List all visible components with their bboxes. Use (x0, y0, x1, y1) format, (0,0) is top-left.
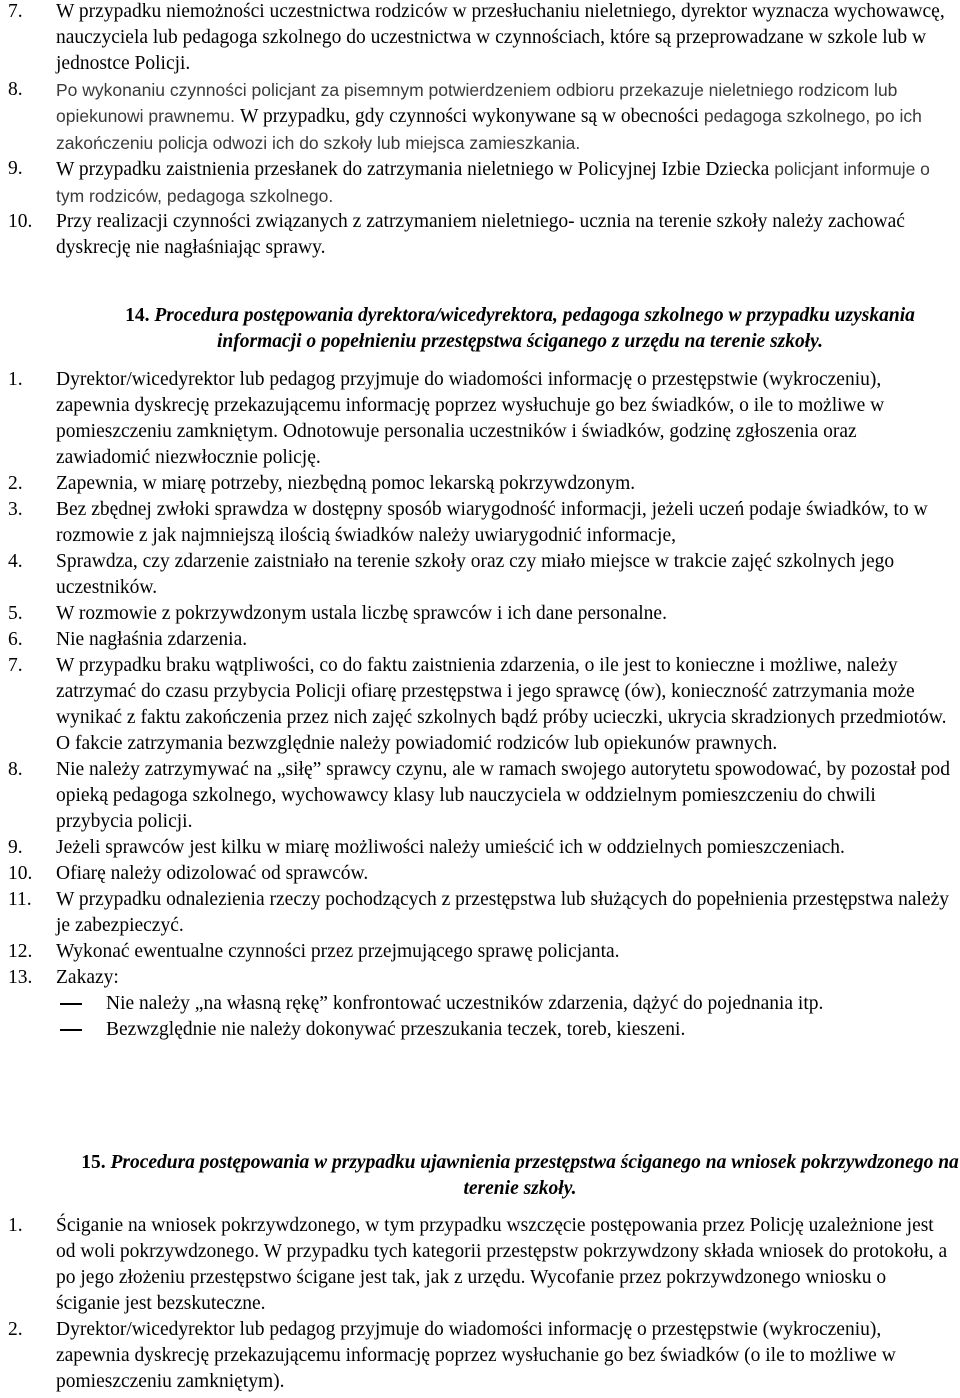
item-text: Dyrektor/wicedyrektor lub pedagog przyjmuje do wiadomości informację o przestępstwie (wykroczeniu), zapewnia dyskrecję przekazującemu informację poprzez wysłuchanie go bez świadków (o ile to możliwe w pomieszczeniu zamkniętym). (56, 1319, 896, 1392)
list-item (8, 887, 952, 939)
list-item (8, 757, 952, 835)
item-text: Sprawdza, czy zdarzenie zaistniało na terenie szkoły oraz czy miało miejsce w trakcie zajęć szkolnych jego uczestników. (56, 551, 895, 598)
list-item (8, 861, 952, 887)
item-text-part: Po wykonaniu czynności policjant za pisemnym potwierdzeniem odbioru przekazuje nieletniego rodzicom lub opiekunowi prawnemu. (56, 80, 898, 126)
list-item (8, 627, 952, 653)
section-continuation (8, 0, 952, 261)
item-number: 1. (8, 1215, 23, 1236)
item-number: 9. (8, 158, 23, 179)
item-number: 10. (8, 863, 33, 884)
item-text: W przypadku braku wątpliwości, co do faktu zaistnienia zdarzenia, o ile jest to konieczne i możliwe, należy zatrzymać do czasu przybycia Policji ofiarę przestępstwa i jego sprawcę (ów), konieczność zatrzymania może wynikać z faktu zakończenia przez nich zajęć szkolnych bądź próby ucieczki, ukrycia skradzionych przedmiotów. O fakcie zatrzymania bezwzględnie należy powiadomić rodziców lub opiekunów prawnych. (56, 655, 947, 754)
section-heading-15 (60, 1150, 960, 1202)
item-number: 10. (8, 211, 33, 232)
item-number: 4. (8, 551, 23, 572)
item-text: Ściganie na wniosek pokrzywdzonego, w tym przypadku wszczęcie postępowania przez Policję uzależnione jest od woli pokrzywdzonego. W przypadku tych kategorii przestępstw pokrzywdzony składa wniosek do protokołu, a po jego złożeniu przestępstwo ścigane jest tak, jak z urzędu. Wycofanie przez pokrzywdzonego wniosku o ściganie jest bezskuteczne. (56, 1215, 948, 1314)
section-14-list (8, 367, 952, 1043)
section-15-list (8, 1213, 952, 1395)
list-item (8, 1317, 952, 1395)
item-text: Bez zbędnej zwłoki sprawdza w dostępny sposób wiarygodność informacji, jeżeli uczeń podaje świadków, to w rozmowie z jak najmniejszą ilością świadków należy uwiarygodnić informacje, (56, 499, 928, 546)
list-item (8, 835, 952, 861)
item-text: Ofiarę należy odizolować od sprawców. (56, 863, 369, 884)
ban-text: Nie należy „na własną rękę” konfrontować uczestników zdarzenia, dążyć do pojednania itp. (106, 993, 824, 1014)
item-number: 12. (8, 941, 33, 962)
list-item (8, 77, 952, 156)
item-text-part: W przypadku zaistnienia przesłanek do zatrzymania nieletniego w Policyjnej Izbie Dziecka (56, 159, 770, 180)
item-number: 1. (8, 369, 23, 390)
item-number: 8. (8, 759, 23, 780)
list-item (8, 209, 952, 261)
heading-text: Procedura postępowania dyrektora/wicedyrektora, pedagoga szkolnego w przypadku uzyskania informacji o popełnieniu przestępstwa ściganego z urzędu na terenie szkoły. (154, 305, 915, 352)
list-item (8, 497, 952, 549)
list-item (8, 939, 952, 965)
list-item (8, 653, 952, 757)
list-item (8, 471, 952, 497)
list-item (8, 156, 952, 209)
item-text-part: policjant informuje o tym rodziców, pedagoga szkolnego. (56, 159, 930, 206)
item-text: W przypadku odnalezienia rzeczy pochodzących z przestępstwa lub służących do popełnienia przestępstwa należy je zabezpieczyć. (56, 889, 949, 936)
item-number: 3. (8, 499, 23, 520)
item-number: 6. (8, 629, 23, 650)
ban-text: Bezwzględnie nie należy dokonywać przeszukania teczek, toreb, kieszeni. (106, 1019, 686, 1040)
item-number: 8. (8, 79, 23, 100)
ban-item (56, 1017, 952, 1043)
list-item (8, 1213, 952, 1317)
item-text: Wykonać ewentualne czynności przez przejmującego sprawę policjanta. (56, 941, 620, 962)
bans-list (8, 991, 952, 1043)
item-text: Jeżeli sprawców jest kilku w miarę możliwości należy umieścić ich w oddzielnych pomieszczeniach. (56, 837, 845, 858)
item-text: Zakazy: (56, 967, 119, 988)
item-text: Nie należy zatrzymywać na „siłę” sprawcy czynu, ale w ramach swojego autorytetu spowodować, by pozostał pod opieką pedagoga szkolnego, wychowawcy klasy lub nauczyciela w oddzielnym pomieszczeniu do chwili przybycia policji. (56, 759, 950, 832)
item-text: Nie nagłaśnia zdarzenia. (56, 629, 248, 650)
list-item (8, 601, 952, 627)
list-item (8, 0, 952, 77)
heading-number: 15. (81, 1152, 106, 1173)
list-item (8, 965, 952, 991)
item-text-part: W przypadku, gdy czynności wykonywane są w obecności (240, 106, 699, 127)
item-number: 7. (8, 655, 23, 676)
item-number: 2. (8, 1319, 23, 1340)
list-item (8, 549, 952, 601)
item-text: Dyrektor/wicedyrektor lub pedagog przyjmuje do wiadomości informację o przestępstwie (wykroczeniu), zapewnia dyskrecję przekazującemu informację poprzez wysłuchuje go bez świadków, o ile to możliwe w pomieszczeniu zamkniętym. Odnotowuje personalia uczestników i świadków, godzinę zgłoszenia oraz zawiadomić niezwłocznie policję. (56, 369, 885, 468)
dash-bullet-icon (56, 991, 106, 1017)
list-item (8, 367, 952, 471)
item-number: 5. (8, 603, 23, 624)
heading-text: Procedura postępowania w przypadku ujawnienia przestępstwa ściganego na wniosek pokrzywdzonego na terenie szkoły. (110, 1152, 959, 1199)
item-text-part: pedagoga szkolnego, po ich zakończeniu policja odwozi ich do szkoły lub miejsca zamieszkania. (56, 106, 922, 153)
dash-bullet-icon (56, 1017, 106, 1043)
ban-item (56, 991, 952, 1017)
item-text: W przypadku niemożności uczestnictwa rodziców w przesłuchaniu nieletniego, dyrektor wyznacza wychowawcę, nauczyciela lub pedagoga szkolnego do uczestnictwa w czynnościach, które są przeprowadzane w szkole lub w jednostce Policji. (56, 1, 945, 74)
item-text (56, 156, 952, 209)
item-number: 7. (8, 1, 23, 22)
item-text: Przy realizacji czynności związanych z zatrzymaniem nieletniego- ucznia na terenie szkoły należy zachować dyskrecję nie nagłaśniając sprawy. (56, 211, 905, 258)
item-number: 2. (8, 473, 23, 494)
item-text: W rozmowie z pokrzywdzonym ustala liczbę sprawców i ich dane personalne. (56, 603, 667, 624)
section-heading-14 (100, 303, 940, 355)
item-number: 11. (8, 889, 32, 910)
item-number: 13. (8, 967, 33, 988)
item-text: Zapewnia, w miarę potrzeby, niezbędną pomoc lekarską pokrzywdzonym. (56, 473, 636, 494)
item-text (56, 77, 952, 156)
item-number: 9. (8, 837, 23, 858)
heading-number: 14. (125, 305, 150, 326)
